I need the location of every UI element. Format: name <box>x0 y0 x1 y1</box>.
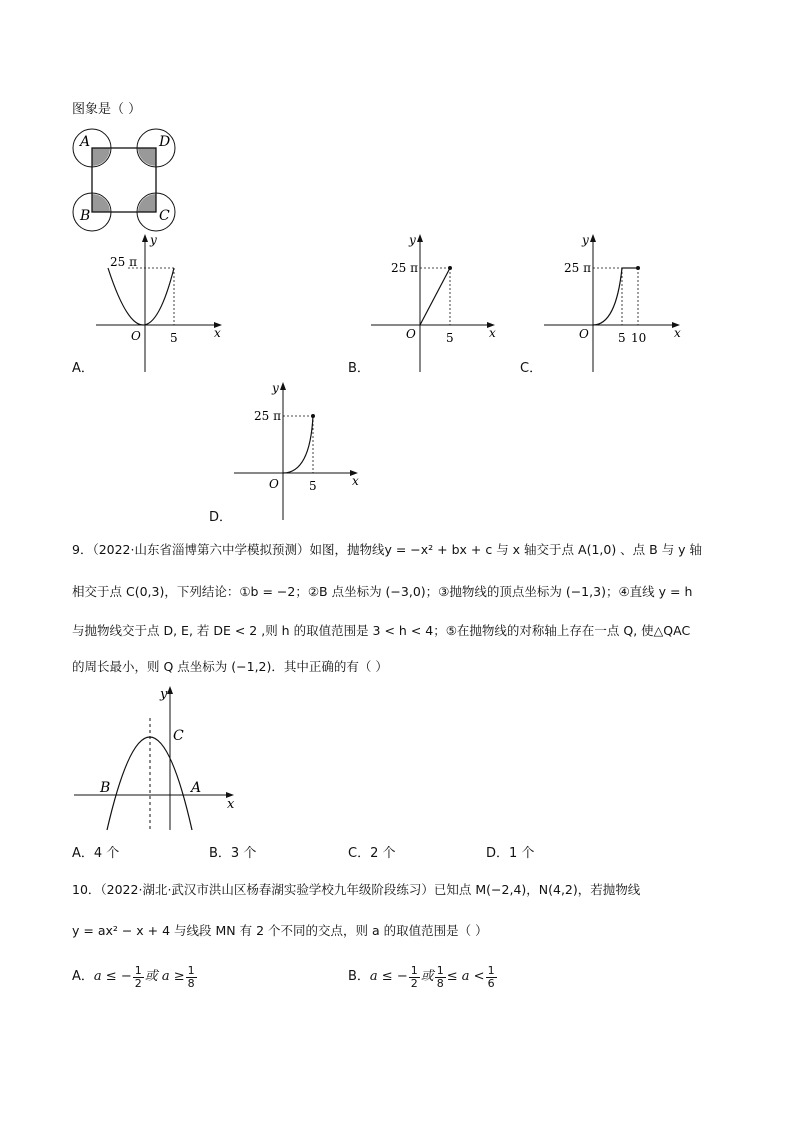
svg-text:y: y <box>160 687 168 702</box>
label-b: B <box>80 208 91 224</box>
q8-graph-d <box>230 380 370 522</box>
svg-text:y: y <box>582 233 589 247</box>
q8-intro: 图象是（ ） <box>72 102 142 117</box>
svg-text:x: x <box>214 326 221 340</box>
option-a-label: A． <box>72 361 94 376</box>
curve-a <box>108 268 174 325</box>
svg-text:5: 5 <box>446 331 454 345</box>
svg-text:25 π: 25 π <box>110 255 137 269</box>
svg-text:O: O <box>269 477 279 491</box>
svg-text:y: y <box>409 233 416 247</box>
q9-choice-b: B．3 个 <box>209 846 257 861</box>
svg-text:O: O <box>406 327 416 341</box>
q8-graph-c <box>538 232 688 374</box>
svg-text:y: y <box>150 233 157 247</box>
svg-text:B: B <box>100 780 111 796</box>
svg-text:5: 5 <box>618 331 626 345</box>
svg-text:A: A <box>191 780 202 796</box>
shaded-sector-a <box>92 148 110 166</box>
svg-text:25 π: 25 π <box>254 409 281 423</box>
svg-text:25 π: 25 π <box>391 261 418 275</box>
svg-text:x: x <box>674 326 681 340</box>
q9-line3: 与抛物线交于点 D, E, 若 DE < 2 ,则 h 的取值范围是 3 < h < 4；⑤在抛物线的对称轴上存在一点 Q, 使△QAC <box>72 623 691 638</box>
curve-d <box>283 416 313 473</box>
q9-line2: 相交于点 C(0,3)，下列结论：①b = −2；②B 点坐标为 (−3,0)；③抛物线的顶点坐标为 (−1,3)；④直线 y = h <box>72 584 693 599</box>
q8-graph-a <box>90 232 230 374</box>
q9-choice-d: D．1 个 <box>486 846 535 861</box>
q9-line1: 9．（2022·山东省淄博第六中学模拟预测）如图，抛物线y = −x² + bx + c 与 x 轴交于点 A(1,0) 、点 B 与 y 轴 <box>72 542 703 557</box>
q8-square-figure <box>70 124 180 232</box>
q10-choice-a: A． a ≤ − $\frac{1}{2}$ 或 a ≥ $\frac{1}{8}$ <box>72 963 195 990</box>
svg-text:x: x <box>352 474 359 488</box>
svg-text:y: y <box>272 381 279 395</box>
svg-text:5: 5 <box>170 331 178 345</box>
shaded-sector-b <box>92 194 110 212</box>
label-c: C <box>159 208 170 224</box>
q9-parabola-figure <box>70 684 245 834</box>
label-a: A <box>80 134 91 150</box>
q10-line1: 10．（2022·湖北·武汉市洪山区杨春湖实验学校九年级阶段练习）已知点 M(−2,4)，N(4,2)，若抛物线 <box>72 882 641 897</box>
line-b <box>420 268 450 325</box>
svg-text:O: O <box>131 329 141 343</box>
q9-line4: 的周长最小，则 Q 点坐标为 (−1,2)．其中正确的有（ ） <box>72 659 388 674</box>
shaded-sector-d <box>138 148 156 166</box>
label-d: D <box>159 134 171 150</box>
svg-text:5: 5 <box>309 479 317 493</box>
option-c-label: C． <box>520 361 543 376</box>
svg-text:x: x <box>489 326 496 340</box>
option-b-label: B． <box>348 361 370 376</box>
q10-choice-b: B． a ≤ − $\frac{1}{2}$ 或 $\frac{1}{8}$ ≤ a < $\frac{1}{6}$ <box>348 963 495 990</box>
svg-text:25 π: 25 π <box>564 261 591 275</box>
shaded-sector-c <box>138 194 156 212</box>
svg-text:O: O <box>579 327 589 341</box>
q10-line2: y = ax² − x + 4 与线段 MN 有 2 个不同的交点，则 a 的取值范围是（ ） <box>72 923 488 938</box>
option-d-label: D． <box>209 510 233 525</box>
q9-choice-a: A．4 个 <box>72 846 120 861</box>
q8-graph-b <box>365 232 505 374</box>
svg-text:x: x <box>227 797 235 812</box>
curve-c <box>593 268 622 325</box>
svg-text:10: 10 <box>631 331 647 345</box>
q9-choice-c: C．2 个 <box>348 846 396 861</box>
svg-text:C: C <box>173 728 184 744</box>
